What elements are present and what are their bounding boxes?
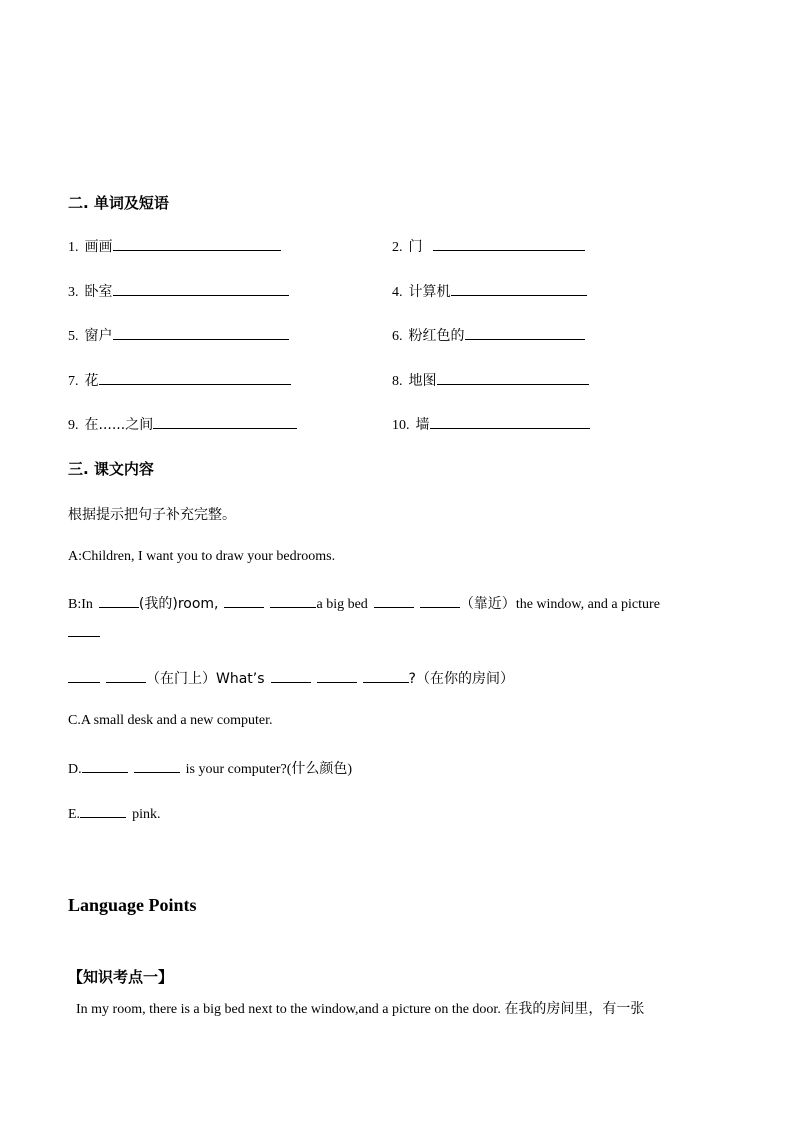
vocab-number: 8. (392, 374, 403, 389)
vocab-number: 9. (68, 418, 79, 433)
dialogue-line-c: C.A small desk and a new computer. (68, 713, 273, 728)
vocab-word: 花 (84, 373, 99, 389)
line-b-continuation (68, 622, 100, 642)
dialogue-line-a: A:Children, I want you to draw your bedrooms. (68, 549, 336, 564)
answer-blank[interactable] (68, 668, 100, 683)
answer-blank[interactable] (224, 593, 264, 608)
answer-blank[interactable] (317, 668, 357, 683)
vocab-item-2 (392, 236, 585, 256)
line-e-part: pink. (132, 807, 161, 822)
language-points-title: Language Points (68, 895, 197, 915)
vocab-number: 5. (68, 329, 79, 344)
answer-blank[interactable] (437, 370, 589, 385)
line-b-part: (我的)room, (138, 596, 219, 612)
knowledge-point-title: 【知识考点一】 (68, 968, 174, 986)
vocab-number: 3. (68, 285, 79, 300)
vocab-word: 窗户 (84, 328, 113, 344)
answer-blank[interactable] (430, 414, 590, 429)
answer-blank[interactable] (113, 281, 289, 296)
vocab-word: 地图 (408, 373, 437, 389)
answer-blank[interactable] (433, 236, 585, 251)
answer-blank[interactable] (465, 325, 585, 340)
vocab-word: 在......之间 (84, 417, 154, 433)
vocab-item-6 (392, 325, 585, 345)
answer-blank[interactable] (270, 593, 316, 608)
vocab-word: 画画 (84, 239, 113, 255)
answer-blank[interactable] (113, 325, 289, 340)
line-d-part: is your computer?(什么颜色) (185, 762, 353, 777)
vocab-word: 墙 (415, 417, 430, 433)
line-b2-part: ?（在你的房间） (408, 671, 514, 687)
line-d-part: D. (68, 762, 82, 777)
answer-blank[interactable] (271, 668, 311, 683)
line-b2-part: （在门上）What’s (146, 671, 265, 687)
vocab-item-8 (392, 370, 589, 390)
answer-blank[interactable] (82, 758, 128, 773)
answer-blank[interactable] (99, 593, 139, 608)
section-two-title: 二. 单词及短语 (68, 194, 169, 212)
answer-blank[interactable] (374, 593, 414, 608)
vocab-item-1 (68, 236, 281, 256)
answer-blank[interactable] (80, 803, 126, 818)
vocab-word: 计算机 (408, 284, 451, 300)
answer-blank[interactable] (420, 593, 460, 608)
vocab-number: 4. (392, 285, 403, 300)
vocab-number: 1. (68, 240, 79, 255)
dialogue-line-b (68, 593, 660, 613)
vocab-item-10 (392, 414, 590, 434)
vocab-number: 2. (392, 240, 403, 255)
vocab-number: 7. (68, 374, 79, 389)
vocab-number: 6. (392, 329, 403, 344)
vocab-word: 门 (408, 239, 423, 255)
answer-blank[interactable] (134, 758, 180, 773)
instruction-text: 根据提示把句子补充完整。 (68, 507, 236, 523)
line-b-part: the window, and a picture (515, 597, 660, 612)
vocab-item-3 (68, 281, 289, 301)
answer-blank[interactable] (113, 236, 281, 251)
vocab-item-5 (68, 325, 289, 345)
vocab-word: 粉红色的 (408, 328, 465, 344)
answer-blank[interactable] (99, 370, 291, 385)
dialogue-line-e (68, 803, 160, 823)
answer-blank[interactable] (363, 668, 409, 683)
line-e-part: E. (68, 807, 81, 822)
dialogue-line-b2 (68, 668, 514, 688)
line-b-part: B:In (68, 597, 93, 612)
vocab-item-7 (68, 370, 291, 390)
answer-blank[interactable] (106, 668, 146, 683)
answer-blank[interactable] (451, 281, 587, 296)
vocab-word: 卧室 (84, 284, 113, 300)
answer-blank[interactable] (68, 622, 100, 637)
dialogue-line-d (68, 758, 352, 778)
section-three-title: 三. 课文内容 (68, 460, 154, 478)
answer-blank[interactable] (153, 414, 297, 429)
line-b-part: （靠近） (459, 596, 516, 612)
vocab-item-4 (392, 281, 587, 301)
line-b-part: a big bed (316, 597, 368, 612)
knowledge-point-text: In my room, there is a big bed next to the window,and a picture on the door. 在我的房间里，有一张 (76, 1002, 645, 1017)
vocab-number: 10. (392, 418, 410, 433)
vocab-item-9 (68, 414, 297, 434)
